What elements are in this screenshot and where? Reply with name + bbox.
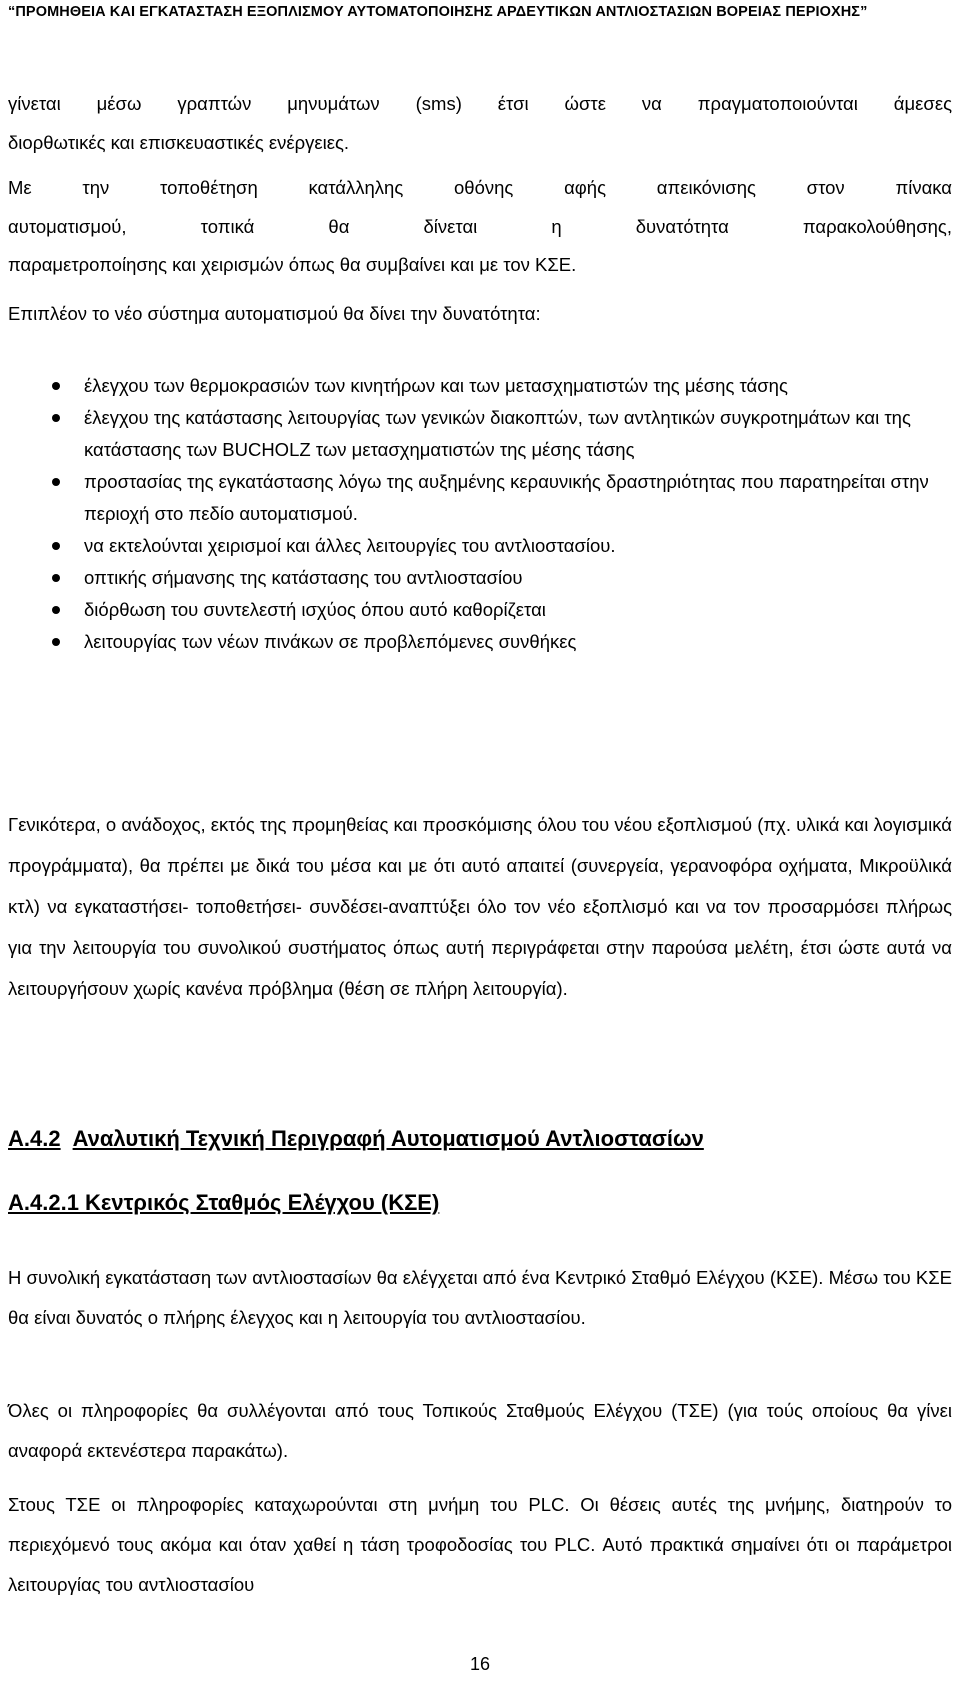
list-item: διόρθωση του συντελεστή ισχύος όπου αυτό καθορίζεται: [8, 594, 938, 626]
bullet-icon: [52, 574, 60, 582]
touchscreen-line-3: παραμετροποίησης και χειρισμών όπως θα συμβαίνει και με τον ΚΣΕ.: [8, 254, 577, 275]
section-title: Αναλυτική Τεχνική Περιγραφή Αυτοματισμού Αντλιοστασίων: [72, 1126, 704, 1151]
bullet-icon: [52, 542, 60, 550]
list-item: έλεγχου της κατάστασης λειτουργίας των γενικών διακοπτών, των αντλητικών συγκροτημάτων και της κατάστασης των BUCHOLZ των μετασχηματιστών της μέσης τάσης: [8, 402, 938, 466]
subsection-title: Α.4.2.1 Κεντρικός Σταθμός Ελέγχου (ΚΣΕ): [8, 1190, 440, 1215]
list-item: έλεγχου των θερμοκρασιών των κινητήρων και των μετασχηματιστών της μέσης τάσης: [8, 370, 938, 402]
kse-paragraph-2: Όλες οι πληροφορίες θα συλλέγονται από τους Τοπικούς Σταθμούς Ελέγχου (ΤΣΕ) (για τούς οποίους θα γίνει αναφορά εκτενέστερα παρακάτω).: [8, 1400, 952, 1461]
kse-paragraph-3: Στους ΤΣΕ οι πληροφορίες καταχωρούνται στη μνήμη του PLC. Οι θέσεις αυτές της μνήμης, διατηρούν το περιεχόμενό τους ακόμα και όταν χαθεί η τάση τροφοδοσίας του PLC. Αυτό πρακτικά σημαίνει ότι οι παράμετροι λειτουργίας του αντλιοστασίου: [8, 1494, 952, 1595]
touchscreen-paragraph: [8, 169, 952, 285]
touchscreen-line-1: Με την τοποθέτηση κατάλληλης οθόνης αφής απεικόνισης στον πίνακα: [8, 177, 952, 198]
bullet-icon: [52, 606, 60, 614]
section-number: Α.4.2: [8, 1126, 61, 1151]
kse-paragraph-1: Η συνολική εγκατάσταση των αντλιοστασίων θα ελέγχεται από ένα Κεντρικό Σταθμό Ελέγχου (ΚΣΕ). Μέσω του ΚΣΕ θα είναι δυνατός ο πλήρης έλεγχος και η λειτουργία του αντλιοστασίου.: [8, 1267, 952, 1328]
intro-line-1: γίνεται μέσω γραπτών μηνυμάτων (sms) έτσι ώστε να πραγματοποιούνται άμεσες: [8, 93, 952, 114]
bullet-icon: [52, 414, 60, 422]
list-item: λειτουργίας των νέων πινάκων σε προβλεπόμενες συνθήκες: [8, 626, 938, 658]
bullet-icon: [52, 382, 60, 390]
capabilities-lead: Επιπλέον το νέο σύστημα αυτοματισμού θα δίνει την δυνατότητα:: [8, 303, 541, 324]
intro-paragraph: [8, 85, 952, 162]
general-paragraph: Γενικότερα, ο ανάδοχος, εκτός της προμηθείας και προσκόμισης όλου του νέου εξοπλισμού (πχ. υλικά και λογισμικά προγράμματα), θα πρέπει με δικά του μέσα και με ότι αυτό απαιτεί (συνεργεία, γερανοφόρα οχήματα, Μικροϋλικά κτλ) να εγκαταστήσει- τοποθετήσει- συνδέσει-αναπτύξει όλο τον νέο εξοπλισμό και να τον προσαρμόσει πλήρως για την λειτουργία του συνολικού συστήματος όπως αυτή περιγράφεται στην παρούσα μελέτη, έτσι ώστε αυτά να λειτουργήσουν χωρίς κανένα πρόβλημα (θέση σε πλήρη λειτουργία).: [8, 814, 952, 999]
bullet-icon: [52, 638, 60, 646]
running-header: “ΠΡΟΜΗΘΕΙΑ ΚΑΙ ΕΓΚΑΤΑΣΤΑΣΗ ΕΞΟΠΛΙΣΜΟΥ ΑΥΤΟΜΑΤΟΠΟΙΗΣΗΣ ΑΡΔΕΥΤΙΚΩΝ ΑΝΤΛΙΟΣΤΑΣΙΩΝ ΒΟΡΕΙΑΣ ΠΕΡΙΟΧΗΣ”: [8, 4, 868, 20]
list-item: να εκτελούνται χειρισμοί και άλλες λειτουργίες του αντλιοστασίου.: [8, 530, 938, 562]
touchscreen-line-2: αυτοματισμού, τοπικά θα δίνεται η δυνατότητα παρακολούθησης,: [8, 215, 952, 237]
list-item: οπτικής σήμανσης της κατάστασης του αντλιοστασίου: [8, 562, 938, 594]
bullet-icon: [52, 478, 60, 486]
list-item: προστασίας της εγκατάστασης λόγω της αυξημένης κεραυνικής δραστηριότητας που παρατηρείται στην περιοχή στο πεδίο αυτοματισμού.: [8, 466, 938, 530]
subsection-heading: [8, 1188, 439, 1218]
section-heading: [8, 1124, 704, 1154]
capabilities-list: [8, 370, 938, 658]
intro-line-2: διορθωτικές και επισκευαστικές ενέργειες.: [8, 131, 350, 153]
page-number: 16: [469, 1654, 491, 1674]
